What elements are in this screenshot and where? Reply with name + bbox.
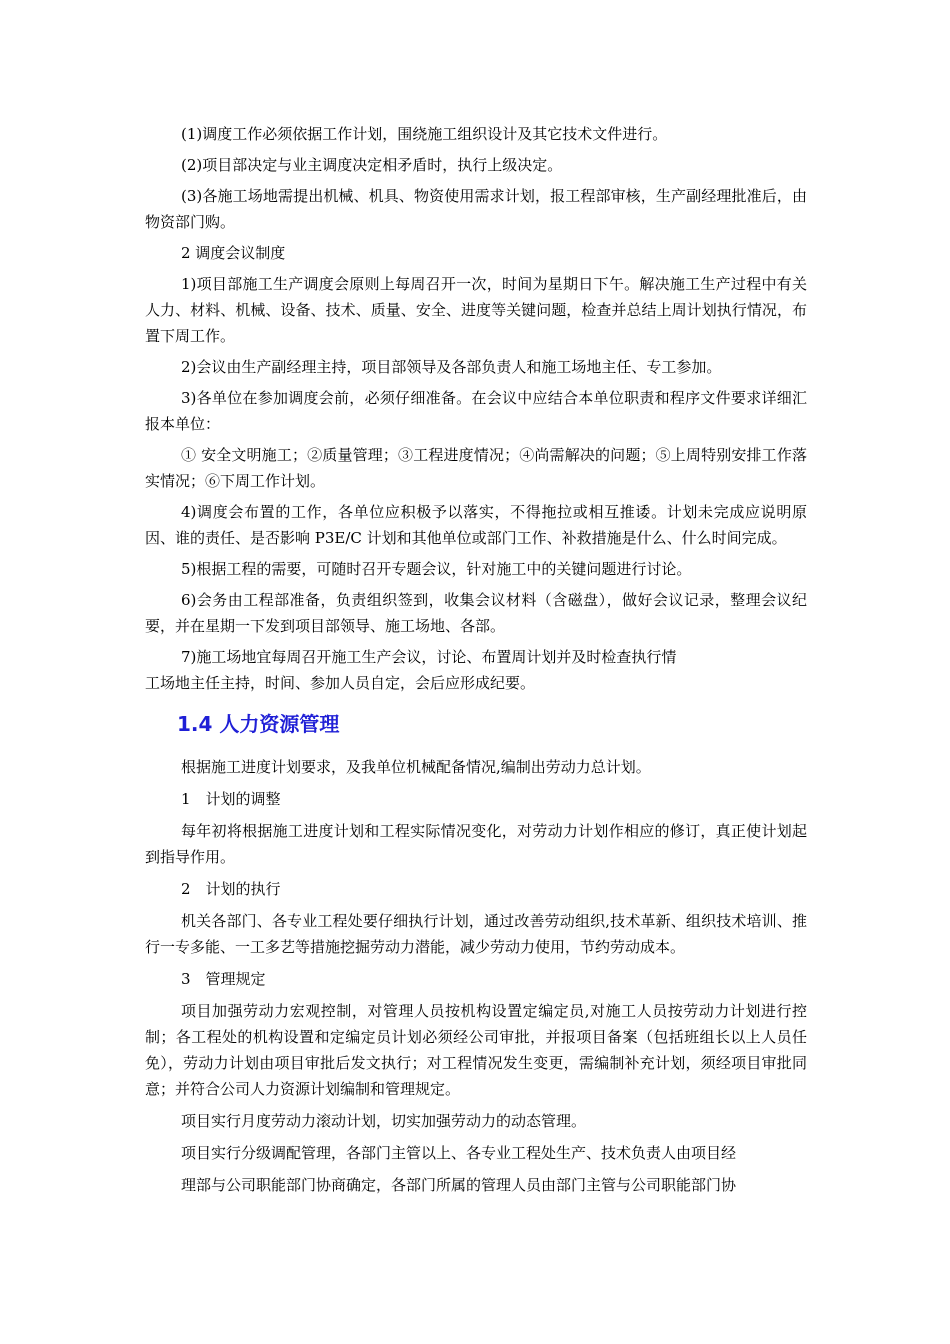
paragraph: 5)根据工程的需要，可随时召开专题会议，针对施工中的关键问题进行讨论。	[181, 560, 692, 578]
subheading-meeting-system: 2 调度会议制度	[181, 244, 286, 262]
paragraph: 机关各部门、各专业工程处要仔细执行计划，通过改善劳动组织,技术革新、组织技术培训、推行一专多能、一工多艺等措施挖掘劳动力潜能，减少劳动力使用，节约劳动成本。	[145, 912, 807, 956]
paragraph: 项目实行月度劳动力滚动计划，切实加强劳动力的动态管理。	[181, 1112, 587, 1130]
paragraph: 4)调度会布置的工作，各单位应积极予以落实，不得拖拉或相互推诿。计划未完成应说明原因、谁的责任、是否影响 P3E/C 计划和其他单位或部门工作、补救措施是什么、什么时间完成。	[145, 503, 807, 547]
scheduling-section	[145, 121, 807, 696]
paragraph: 每年初将根据施工进度计划和工程实际情况变化，对劳动力计划作相应的修订，真正使计划起到指导作用。	[145, 822, 807, 866]
subheading-plan-adjustment: 1 计划的调整	[181, 790, 281, 808]
paragraph: (3)各施工场地需提出机械、机具、物资使用需求计划，报工程部审核，生产副经理批准后，由物资部门购。	[145, 187, 807, 231]
paragraph: 根据施工进度计划要求，及我单位机械配备情况,编制出劳动力总计划。	[181, 758, 651, 776]
paragraph: 1)项目部施工生产调度会原则上每周召开一次，时间为星期日下午。解决施工生产过程中有关人力、材料、机械、设备、技术、质量、安全、进度等关键问题，检查并总结上周计划执行情况，布置下周工作。	[145, 275, 807, 345]
paragraph: 3)各单位在参加调度会前，必须仔细准备。在会议中应结合本单位职责和程序文件要求详细汇报本单位：	[145, 389, 807, 433]
subheading-management-rules: 3 管理规定	[181, 970, 266, 988]
section-heading: 1.4 人力资源管理	[177, 712, 340, 736]
paragraph: 理部与公司职能部门协商确定，各部门所属的管理人员由部门主管与公司职能部门协	[181, 1176, 737, 1194]
subheading-plan-execution: 2 计划的执行	[181, 880, 281, 898]
paragraph: 7)施工场地宜每周召开施工生产会议，讨论、布置周计划并及时检查执行情	[181, 648, 677, 666]
paragraph: (1)调度工作必须依据工作计划，围绕施工组织设计及其它技术文件进行。	[181, 125, 668, 143]
page-content	[145, 121, 807, 1198]
paragraph: 项目实行分级调配管理，各部门主管以上、各专业工程处生产、技术负责人由项目经	[181, 1144, 737, 1162]
paragraph: 项目加强劳动力宏观控制，对管理人员按机构设置定编定员,对施工人员按劳动力计划进行控制；各工程处的机构设置和定编定员计划必须经公司审批，并报项目备案（包括班组长以上人员任免），劳动力计划由项目审批后发文执行；对工程情况发生变更，需编制补充计划，须经项目审批同意；并符合公司人力资源计划编制和管理规定。	[145, 1002, 807, 1098]
paragraph: 2)会议由生产副经理主持，项目部领导及各部负责人和施工场地主任、专工参加。	[181, 358, 722, 376]
paragraph: ① 安全文明施工；②质量管理；③工程进度情况；④尚需解决的问题；⑤上周特别安排工作落实情况；⑥下周工作计划。	[145, 446, 807, 490]
human-resources-section	[145, 754, 807, 1198]
paragraph: 6)会务由工程部准备，负责组织签到，收集会议材料（含磁盘），做好会议记录，整理会议纪要，并在星期一下发到项目部领导、施工场地、各部。	[145, 591, 807, 635]
paragraph-continuation: 工场地主任主持，时间、参加人员自定，会后应形成纪要。	[145, 674, 536, 692]
paragraph: (2)项目部决定与业主调度决定相矛盾时，执行上级决定。	[181, 156, 563, 174]
